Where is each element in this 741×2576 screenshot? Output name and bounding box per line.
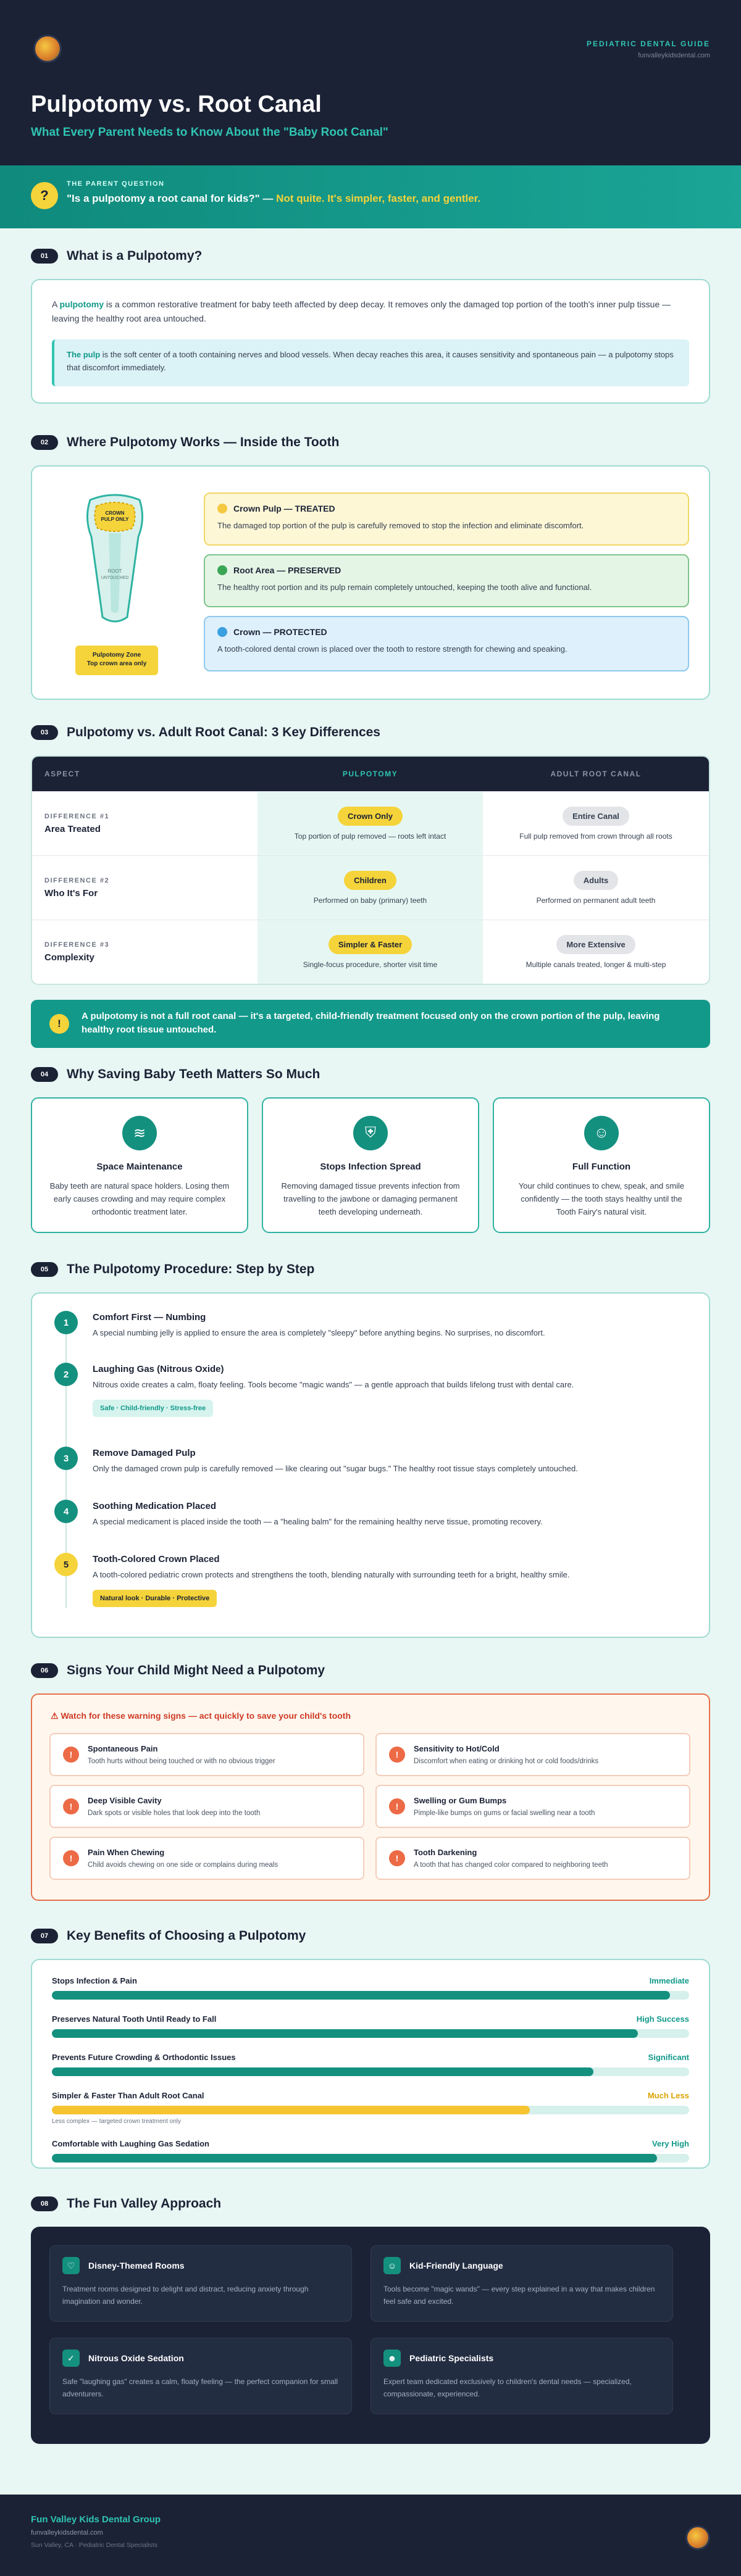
section-title: Where Pulpotomy Works — Inside the Tooth <box>67 435 340 449</box>
bar-track <box>52 2106 689 2114</box>
info-icon: ! <box>49 1014 69 1034</box>
bar-fill <box>52 2067 593 2076</box>
step-number: 3 <box>54 1447 78 1470</box>
alert-icon: ! <box>63 1747 79 1763</box>
row-label: DIFFERENCE #3 <box>44 941 110 949</box>
why-card-space <box>31 1097 248 1233</box>
banner-label: THE PARENT QUESTION <box>67 180 165 188</box>
col-pulpotomy: PULPOTOMY <box>257 770 483 778</box>
step-title: Soothing Medication Placed <box>93 1501 217 1511</box>
zone-title: Root Area — PRESERVED <box>233 565 341 575</box>
row-name: Who It's For <box>44 888 98 899</box>
section-number: 01 <box>31 249 58 264</box>
bar-label: Simpler & Faster Than Adult Root Canal <box>52 2091 204 2100</box>
pulpotomy-pill: Simpler & Faster <box>329 935 412 954</box>
bar-value: Very High <box>652 2139 689 2148</box>
step-desc: A tooth-colored pediatric crown protects and strengthens the tooth, blending naturally with surrounding teeth for a bright, healthy smile. <box>93 1570 570 1579</box>
comparison-table <box>31 755 710 985</box>
pulpotomy-zone-label <box>75 646 158 675</box>
warning-card <box>31 1693 710 1901</box>
section-number: 05 <box>31 1262 58 1277</box>
sign-item <box>49 1733 364 1776</box>
pulpotomy-pill: Crown Only <box>338 807 403 826</box>
page-title: Pulpotomy vs. Root Canal <box>31 91 322 117</box>
zone-sub: Top crown area only <box>86 660 147 667</box>
footer-logo[interactable] <box>685 2525 710 2550</box>
table-row <box>32 855 709 920</box>
root-canal-pill: More Extensive <box>556 935 635 954</box>
approach-desc: Safe "laughing gas" creates a calm, floaty feeling — the perfect companion for small adventurers. <box>62 2377 338 2398</box>
bar-value: Much Less <box>647 2091 689 2100</box>
team-icon: ☻ <box>383 2350 401 2367</box>
sign-desc: Tooth hurts without being touched or with no obvious trigger <box>88 1758 275 1765</box>
header-kicker: PEDIATRIC DENTAL GUIDE <box>586 39 710 48</box>
difference-note <box>31 1000 710 1048</box>
sign-item <box>49 1785 364 1828</box>
bar-value: High Success <box>636 2014 689 2024</box>
benefits-card <box>31 1959 710 2169</box>
sign-desc: Pimple-like bumps on gums or facial swelling near a tooth <box>414 1809 595 1817</box>
question-icon: ? <box>31 182 58 209</box>
sign-item <box>375 1733 690 1776</box>
section-title: Signs Your Child Might Need a Pulpotomy <box>67 1663 325 1677</box>
sign-item <box>375 1837 690 1880</box>
row-name: Area Treated <box>44 824 101 834</box>
section-number: 07 <box>31 1929 58 1943</box>
approach-card <box>371 2338 673 2414</box>
sign-desc: Child avoids chewing on one side or complains during meals <box>88 1861 278 1869</box>
why-card-function <box>493 1097 710 1233</box>
bar-note: Less complex — targeted crown treatment only <box>52 2118 181 2125</box>
step-tag: Natural look · Durable · Protective <box>93 1590 217 1607</box>
section-approach <box>31 2193 710 2446</box>
card-title: Full Function <box>572 1161 631 1172</box>
answer-text: Not quite. It's simpler, faster, and gentler. <box>273 193 481 204</box>
why-card-infection <box>262 1097 479 1233</box>
row-name: Complexity <box>44 952 94 963</box>
alert-icon: ! <box>63 1850 79 1866</box>
section-why <box>31 1064 710 1239</box>
bar-label: Preserves Natural Tooth Until Ready to Fall <box>52 2014 217 2024</box>
sign-title: Pain When Chewing <box>88 1848 165 1857</box>
table-row <box>32 791 709 855</box>
approach-title: Disney-Themed Rooms <box>88 2261 185 2271</box>
alert-icon: ! <box>63 1798 79 1814</box>
yellow-dot-icon <box>217 504 227 513</box>
section-number: 03 <box>31 725 58 740</box>
layers-icon: ≋ <box>122 1116 157 1150</box>
section-title: The Pulpotomy Procedure: Step by Step <box>67 1262 315 1276</box>
sign-title: Deep Visible Cavity <box>88 1796 162 1805</box>
def-post: is a common restorative treatment for baby teeth affected by deep decay. It removes only the damaged top portion of the tooth's inner pulp tissue — leaving the healthy root area untouched. <box>52 299 671 323</box>
approach-panel <box>31 2227 710 2444</box>
root-canal-pill: Adults <box>574 871 618 890</box>
section-title: The Fun Valley Approach <box>67 2196 222 2211</box>
blue-dot-icon <box>217 627 227 637</box>
zone-desc: The healthy root portion and its pulp remain completely untouched, keeping the tooth alive and functional. <box>217 583 592 592</box>
step-desc: A special numbing jelly is applied to ensure the area is completely "sleepy" before anything begins. No surprises, no discomfort. <box>93 1328 545 1337</box>
alert-icon: ! <box>389 1798 405 1814</box>
section-differences <box>31 722 710 1049</box>
note-text: A pulpotomy is not a full root canal — it's a targeted, child-friendly treatment focused only on the crown portion of the pulp, leaving healthy root tissue untouched. <box>82 1011 660 1035</box>
card-desc: Removing damaged tissue prevents infection from travelling to the jawbone or damaging permanent teeth developing underneath. <box>281 1181 460 1216</box>
section-number: 08 <box>31 2196 58 2211</box>
root-canal-caption: Performed on permanent adult teeth <box>536 896 656 905</box>
step-title: Laughing Gas (Nitrous Oxide) <box>93 1364 224 1374</box>
approach-card <box>49 2338 352 2414</box>
zone-desc: A tooth-colored dental crown is placed over the tooth to restore strength for chewing and speaking. <box>217 644 567 654</box>
footer <box>0 2495 741 2576</box>
definition-text <box>52 297 689 326</box>
zone-desc: The damaged top portion of the pulp is carefully removed to stop the infection and eliminate discomfort. <box>217 521 584 530</box>
warning-heading: ⚠ Watch for these warning signs — act quickly to save your child's tooth <box>51 1711 351 1721</box>
row-label: DIFFERENCE #1 <box>44 813 110 820</box>
tooth-diagram-card <box>31 465 710 700</box>
bar-fill <box>52 2106 530 2114</box>
bar-label: Prevents Future Crowding & Orthodontic Issues <box>52 2053 236 2062</box>
page-subtitle: What Every Parent Needs to Know About the "Baby Root Canal" <box>31 126 388 139</box>
section-title: Why Saving Baby Teeth Matters So Much <box>67 1067 320 1081</box>
approach-card <box>371 2245 673 2322</box>
card-desc: Baby teeth are natural space holders. Losing them early causes crowding and may require complex orthodontic treatment later. <box>49 1181 230 1216</box>
pulpotomy-caption: Single-focus procedure, shorter visit time <box>303 960 438 969</box>
brand-logo[interactable] <box>33 35 62 63</box>
check-icon: ✓ <box>62 2350 80 2367</box>
card-desc: Your child continues to chew, speak, and smile confidently — the tooth stays healthy until the Tooth Fairy's natural visit. <box>518 1181 685 1216</box>
section-number: 04 <box>31 1067 58 1082</box>
section-benefits <box>31 1926 710 2172</box>
card-title: Space Maintenance <box>96 1161 183 1172</box>
approach-card <box>49 2245 352 2322</box>
step-title: Tooth-Colored Crown Placed <box>93 1554 220 1564</box>
bar-value: Significant <box>648 2053 689 2062</box>
section-procedure <box>31 1259 710 1642</box>
bar-value: Immediate <box>649 1976 689 1985</box>
sign-title: Swelling or Gum Bumps <box>414 1796 507 1805</box>
footer-name: Fun Valley Kids Dental Group <box>31 2514 161 2525</box>
section-title: Key Benefits of Choosing a Pulpotomy <box>67 1929 306 1943</box>
note-text: is the soft center of a tooth containing nerves and blood vessels. When decay reaches this area, it causes sensitivity and spontaneous pain — a pulpotomy stops that discomfort immediately. <box>67 350 674 372</box>
sign-desc: A tooth that has changed color compared to neighboring teeth <box>414 1861 608 1869</box>
sign-item <box>375 1785 690 1828</box>
card-title: Stops Infection Spread <box>320 1161 421 1172</box>
procedure-card <box>31 1292 710 1638</box>
root-sublabel: UNTOUCHED <box>101 576 129 580</box>
step-number: 5 <box>54 1553 78 1576</box>
pulpotomy-pill: Children <box>344 871 396 890</box>
sign-title: Sensitivity to Hot/Cold <box>414 1744 500 1753</box>
root-label: ROOT <box>107 568 122 574</box>
banner-question <box>67 193 480 205</box>
bar-track <box>52 2067 689 2076</box>
section-where <box>31 432 710 700</box>
step-number: 4 <box>54 1500 78 1523</box>
pulp-note <box>52 339 689 386</box>
footer-site[interactable]: funvalleykidsdental.com <box>31 2529 103 2537</box>
bar-label: Comfortable with Laughing Gas Sedation <box>52 2139 209 2148</box>
bar-label: Stops Infection & Pain <box>52 1976 137 1985</box>
smile-icon: ☺ <box>584 1116 619 1150</box>
crown-sublabel: PULP ONLY <box>101 517 129 522</box>
header <box>0 0 741 165</box>
alert-icon: ! <box>389 1747 405 1763</box>
sign-title: Spontaneous Pain <box>88 1744 158 1753</box>
table-row <box>32 920 709 984</box>
note-term: The pulp <box>67 350 101 359</box>
step-number: 2 <box>54 1363 78 1386</box>
section-title: What is a Pulpotomy? <box>67 249 203 263</box>
step-tag: Safe · Child-friendly · Stress-free <box>93 1400 213 1417</box>
approach-desc: Expert team dedicated exclusively to children's dental needs — specialized, compassionate, experienced. <box>383 2377 632 2398</box>
bar-track <box>52 2154 689 2163</box>
section-number: 02 <box>31 435 58 450</box>
row-label: DIFFERENCE #2 <box>44 877 110 884</box>
section-title: Pulpotomy vs. Adult Root Canal: 3 Key Differences <box>67 725 380 739</box>
approach-title: Nitrous Oxide Sedation <box>88 2353 184 2363</box>
root-canal-pill: Entire Canal <box>563 807 629 826</box>
bar-fill <box>52 2029 638 2038</box>
definition-card <box>31 279 710 404</box>
bar-track <box>52 2029 689 2038</box>
green-dot-icon <box>217 565 227 575</box>
step-number: 1 <box>54 1311 78 1334</box>
header-site[interactable]: funvalleykidsdental.com <box>638 52 710 59</box>
zone-crown <box>204 616 689 671</box>
zone-title: Pulpotomy Zone <box>92 652 141 659</box>
warning-text: Watch for these warning signs — act quickly to save your child's tooth <box>61 1711 351 1721</box>
col-aspect: ASPECT <box>44 770 80 778</box>
step-title: Comfort First — Numbing <box>93 1312 206 1323</box>
section-what-is <box>31 246 710 404</box>
approach-desc: Treatment rooms designed to delight and distract, reducing anxiety through imagination and wonder. <box>62 2285 309 2306</box>
zone-root-area <box>204 554 689 607</box>
pulpotomy-caption: Performed on baby (primary) teeth <box>313 896 427 905</box>
step-desc: A special medicament is placed inside the tooth — a "healing balm" for the remaining healthy nerve tissue, promoting recovery. <box>93 1517 543 1526</box>
def-pre: A <box>52 299 60 309</box>
section-signs <box>31 1660 710 1903</box>
approach-title: Pediatric Specialists <box>409 2353 494 2363</box>
step-desc: Nitrous oxide creates a calm, floaty feeling. Tools become "magic wands" — a gentle approach that builds lifelong trust with dental care. <box>93 1380 574 1389</box>
approach-title: Kid-Friendly Language <box>409 2261 503 2271</box>
col-root-canal: ADULT ROOT CANAL <box>550 770 642 778</box>
pulpotomy-caption: Top portion of pulp removed — roots left intact <box>294 832 446 841</box>
zone-title: Crown — PROTECTED <box>233 627 327 637</box>
question-text: "Is a pulpotomy a root canal for kids?" — <box>67 193 274 204</box>
root-canal-caption: Full pulp removed from crown through all roots <box>519 832 672 841</box>
sign-desc: Discomfort when eating or drinking hot or cold foods/drinks <box>414 1758 599 1765</box>
sign-item <box>49 1837 364 1880</box>
shield-icon: ⛨ <box>353 1116 388 1150</box>
tooth-diagram <box>84 494 146 623</box>
parent-question-banner <box>0 165 741 228</box>
bar-track <box>52 1991 689 2000</box>
approach-desc: Tools become "magic wands" — every step explained in a way that makes children feel safe and excited. <box>383 2285 655 2306</box>
def-term: pulpotomy <box>59 299 104 309</box>
footer-location: Sun Valley, CA · Pediatric Dental Specialists <box>31 2541 158 2549</box>
step-title: Remove Damaged Pulp <box>93 1448 196 1458</box>
step-desc: Only the damaged crown pulp is carefully removed — like clearing out "sugar bugs." The healthy root tissue stays completely untouched. <box>93 1464 578 1473</box>
sign-desc: Dark spots or visible holes that look deep into the tooth <box>88 1809 261 1817</box>
table-header <box>32 757 709 791</box>
smile-icon: ☺ <box>383 2257 401 2274</box>
zone-crown-pulp <box>204 492 689 546</box>
alert-icon: ! <box>389 1850 405 1866</box>
heart-icon: ♡ <box>62 2257 80 2274</box>
bar-fill <box>52 2154 657 2163</box>
root-canal-caption: Multiple canals treated, longer & multi-step <box>525 960 666 969</box>
sign-title: Tooth Darkening <box>414 1848 477 1857</box>
zone-title: Crown Pulp — TREATED <box>233 504 335 513</box>
bar-fill <box>52 1991 670 2000</box>
crown-label: CROWN <box>105 510 125 516</box>
section-number: 06 <box>31 1663 58 1678</box>
